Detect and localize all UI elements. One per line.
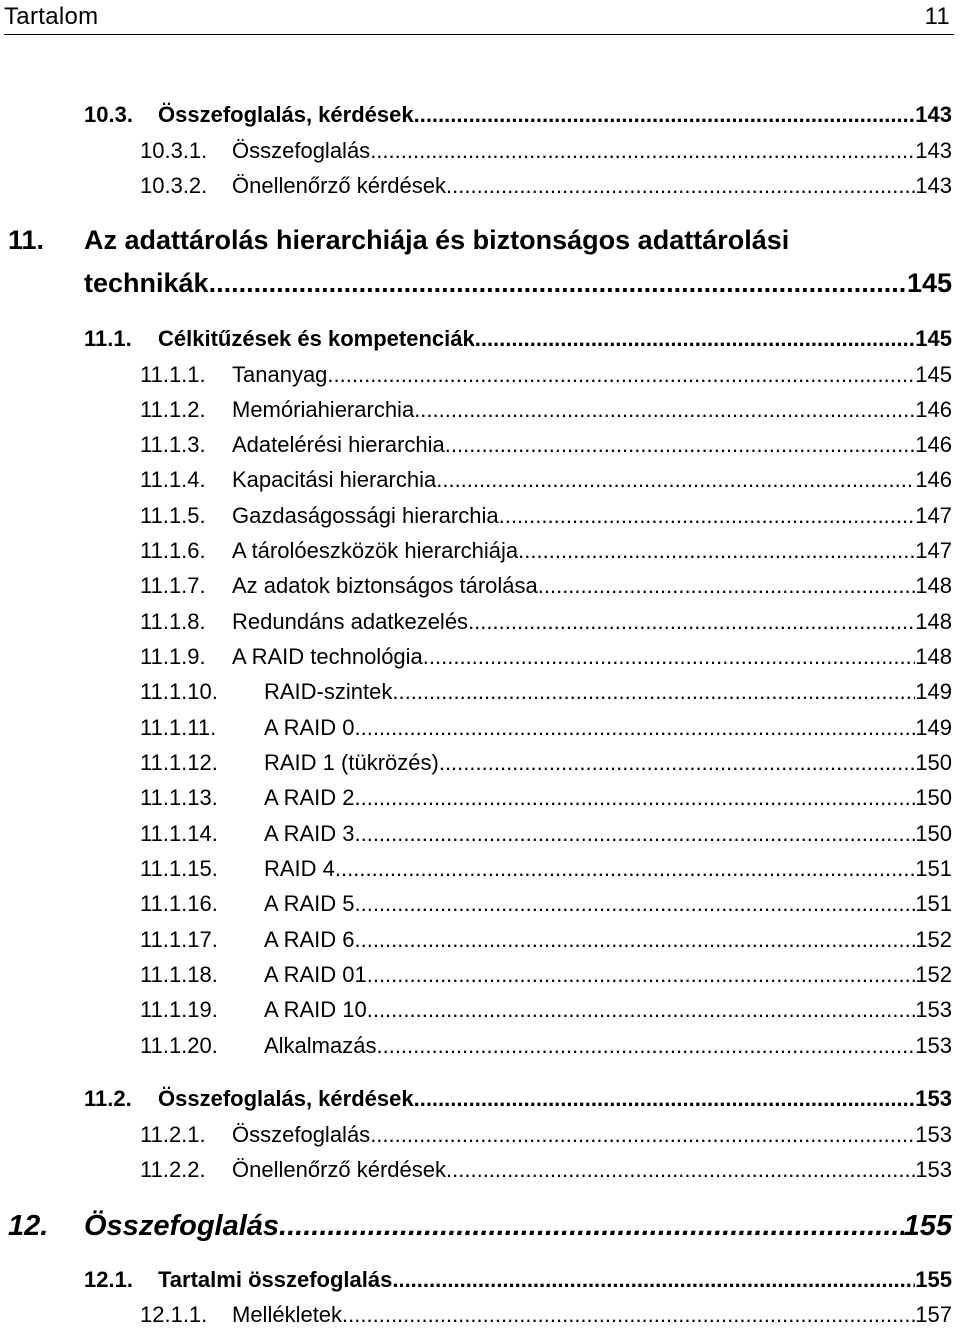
toc-number: 11.1.10. [140,679,218,704]
toc-number: 11.1.20. [140,1033,218,1058]
toc-leader [499,503,916,529]
toc-label: Adatelérési hierarchia [232,432,445,457]
toc-page: 147 [915,538,952,563]
toc-page: 143 [915,138,952,163]
toc-number: 11.1.18. [140,962,218,987]
toc-entry[interactable] [8,1210,952,1243]
toc-page: 152 [915,962,952,987]
toc-page: 146 [915,432,952,457]
toc-leader [468,609,915,635]
toc-page: 153 [915,1033,952,1058]
toc-number: 11.1.15. [140,856,218,881]
toc-entry[interactable] [140,750,952,776]
toc-leader [354,927,915,953]
header-page-number: 11 [924,3,950,30]
toc-page: 145 [906,268,952,298]
toc-page: 157 [915,1302,952,1327]
toc-entry[interactable] [140,538,952,564]
toc-label: RAID 4 [264,856,335,881]
toc-label: Gazdaságossági hierarchia [232,503,499,528]
toc-leader [370,138,915,164]
toc-entry[interactable] [8,225,952,256]
toc-page: 143 [915,102,952,127]
toc-number: 11.1. [84,326,132,351]
toc-number: 11.1.2. [140,397,206,422]
toc-page: 145 [915,362,952,387]
toc-label: Összefoglalás [232,138,371,163]
toc-page: 150 [915,750,952,775]
toc-entry[interactable] [140,1122,952,1148]
toc-entry[interactable] [84,1267,952,1293]
toc-label: Önellenőrző kérdések [232,1157,447,1182]
toc-leader [279,1210,904,1243]
toc-entry[interactable] [140,679,952,705]
toc-number: 10.3. [84,102,133,127]
toc-number: 11.2. [84,1086,132,1111]
toc-number: 12.1. [84,1267,133,1292]
toc-page: 149 [915,715,952,740]
toc-entry-continuation[interactable] [84,268,952,299]
toc-page: 153 [915,1157,952,1182]
toc-leader [354,821,915,847]
toc-number: 11.1.14. [140,821,218,846]
toc-label: Összefoglalás [232,1122,371,1147]
toc-number: 10.3.2. [140,173,208,198]
toc-number: 11.1.7. [140,573,206,598]
toc-entry[interactable] [140,891,952,917]
toc-number: 11.1.3. [140,432,206,457]
toc-entry[interactable] [140,503,952,529]
toc-entry[interactable] [140,1157,952,1183]
header-title: Tartalom [4,3,99,30]
toc-number: 11.1.19. [140,997,218,1022]
toc-number: 11.1.5. [140,503,206,528]
toc-label: technikák [84,268,209,298]
toc-leader [327,362,915,388]
toc-leader [518,538,915,564]
toc-number: 11.1.11. [140,715,217,740]
toc-number: 11.1.9. [140,644,206,669]
toc-label: A RAID 2 [264,785,355,810]
toc-entry[interactable] [140,397,952,423]
toc-page: 146 [915,467,952,492]
toc-entry[interactable] [140,138,952,164]
toc-number: 11.1.6. [140,538,206,563]
toc-label: Mellékletek [232,1302,343,1327]
toc-page: 150 [915,785,952,810]
toc-leader [354,715,915,741]
toc-number: 12.1.1. [140,1302,208,1327]
toc-page: 151 [915,891,952,916]
toc-entry[interactable] [140,467,952,493]
toc-leader [370,1122,915,1148]
toc-label: A RAID 5 [264,891,355,916]
toc-label: Összefoglalás, kérdések [158,102,414,127]
toc-leader [354,785,915,811]
toc-leader [414,1086,916,1112]
toc-label: A RAID 10 [264,997,367,1022]
toc-label: Memóriahierarchia [232,397,415,422]
toc-entry[interactable] [84,326,952,352]
toc-number: 11.1.17. [140,927,218,952]
toc-page: 153 [915,997,952,1022]
toc-number: 11.1.13. [140,785,218,810]
toc-entry[interactable] [140,644,952,670]
toc-label: A RAID technológia [232,644,423,669]
toc-leader [367,962,916,988]
toc-leader [439,750,915,776]
toc-label: Tananyag [232,362,328,387]
toc-leader [342,1302,915,1328]
toc-page: 145 [915,326,952,351]
toc-leader [392,679,915,705]
toc-leader [423,644,916,670]
toc-label: Az adatok biztonságos tárolása [232,573,538,598]
toc-leader [436,467,915,493]
toc-page: 155 [915,1267,952,1292]
toc-number: 11.1.16. [140,891,218,916]
toc-number: 11. [8,225,45,255]
toc-label: Tartalmi összefoglalás [158,1267,393,1292]
toc-leader [446,173,915,199]
toc-number: 11.1.4. [140,467,206,492]
toc-entry[interactable] [140,856,952,882]
toc-leader [354,891,915,917]
toc-leader [367,997,916,1023]
toc-number: 10.3.1. [140,138,208,163]
toc-entry[interactable] [140,997,952,1023]
toc-number: 11.2.2. [140,1157,206,1182]
toc-leader [209,268,907,299]
toc-leader [376,1033,915,1059]
toc-label: Kapacitási hierarchia [232,467,437,492]
toc-label: RAID-szintek [264,679,393,704]
toc-leader [414,397,915,423]
toc-leader [446,1157,915,1183]
toc-page: 147 [915,503,952,528]
toc-entry[interactable] [140,785,952,811]
toc-page: 146 [915,397,952,422]
toc-number: 11.1.12. [140,750,218,775]
toc-page: 148 [915,644,952,669]
toc-number: 11.1.1. [140,362,206,387]
toc-number: 11.2.1. [140,1122,206,1147]
toc-entry[interactable] [140,715,952,741]
toc-leader [392,1267,915,1293]
toc-entry[interactable] [140,1033,952,1059]
toc-entry[interactable] [140,927,952,953]
toc-label: A RAID 0 [264,715,355,740]
toc-label: Az adattárolás hierarchiája és biztonságos adattárolási [84,225,790,255]
toc-page: 151 [915,856,952,881]
toc-label: Önellenőrző kérdések [232,173,447,198]
toc-label: Redundáns adatkezelés [232,609,469,634]
toc-entry[interactable] [140,609,952,635]
toc-label: Alkalmazás [264,1033,377,1058]
toc-number: 11.1.8. [140,609,206,634]
toc-entry[interactable] [140,821,952,847]
toc-page: 150 [915,821,952,846]
toc-page: 152 [915,927,952,952]
toc-entry[interactable] [140,432,952,458]
toc-label: A RAID 01 [264,962,367,987]
toc-page: 149 [915,679,952,704]
toc-entry[interactable] [140,573,952,599]
toc-entry[interactable] [140,1302,952,1328]
toc-label: Összefoglalás [84,1210,280,1242]
toc-number: 12. [8,1210,49,1242]
toc-label: A tárolóeszközök hierarchiája [232,538,519,563]
toc-label: Összefoglalás, kérdések [158,1086,414,1111]
toc-entry[interactable] [140,173,952,199]
toc-leader [414,102,916,128]
toc-entry[interactable] [140,362,952,388]
toc-page: 153 [915,1122,952,1147]
toc-entry[interactable] [84,1086,952,1112]
toc-leader [335,856,915,882]
toc-page: 148 [915,609,952,634]
toc-page: 148 [915,573,952,598]
toc-entry[interactable] [140,962,952,988]
toc-page: 155 [903,1210,952,1242]
toc-label: Célkitűzések és kompetenciák [158,326,475,351]
toc-entry[interactable] [84,102,952,128]
toc-page: 143 [915,173,952,198]
toc-label: A RAID 6 [264,927,355,952]
toc-page: 153 [915,1086,952,1111]
toc-label: A RAID 3 [264,821,355,846]
toc-leader [475,326,916,352]
toc-leader [538,573,916,599]
toc-label: RAID 1 (tükrözés) [264,750,439,775]
toc-leader [445,432,916,458]
